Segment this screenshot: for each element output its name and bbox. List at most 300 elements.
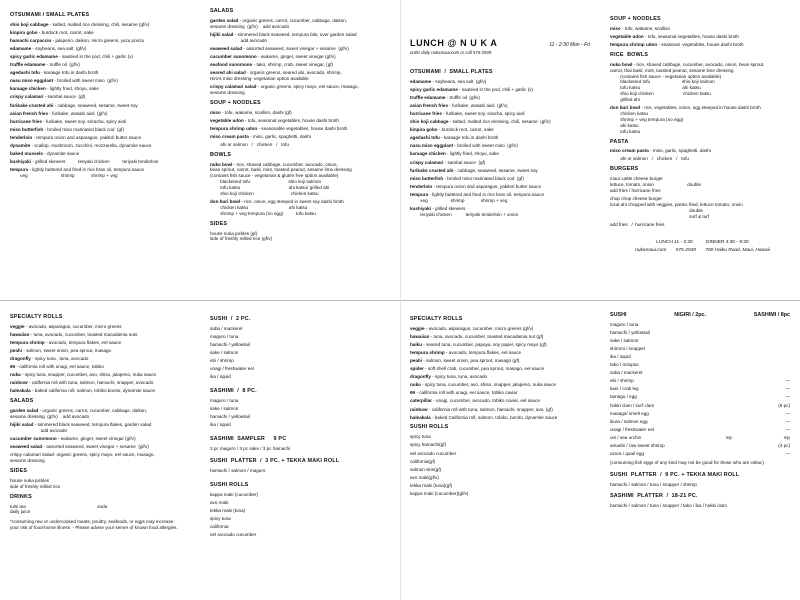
dish-name: karaage chicken xyxy=(10,86,46,92)
table-row xyxy=(610,403,790,409)
dish-name: seaweed salad xyxy=(10,444,43,450)
sashimi-price xyxy=(749,370,790,376)
dish-name: garden salad xyxy=(210,17,239,23)
dish-name: crispy calamari xyxy=(10,94,44,100)
menu-item: agedashi tofu - karaage tofu in dashi broth xyxy=(410,135,499,141)
fold-line-vertical xyxy=(400,0,401,600)
menu-item: ahi or salmon / chicken / tofu xyxy=(210,141,289,147)
dish-name: miso cream pasta xyxy=(210,133,249,139)
section-heading: SUSHI PLATTER / 3 PC. + TEKKA MAKI ROLL xyxy=(210,457,340,464)
section-heading: SUSHI ROLLS xyxy=(410,424,449,431)
sushi-name: ika / squid xyxy=(610,354,631,360)
dish-name: vegetable udon xyxy=(210,117,244,123)
menu-item: maguro / tuna xyxy=(210,333,239,339)
menu-item: ahi or salmon / chicken / tofu xyxy=(610,156,689,162)
table-row xyxy=(610,435,790,441)
menu-item: nuka - spicy tuna, snapper, cucumber, avo, shiso, jalapeno, nuka sauce xyxy=(10,372,157,378)
dish-name: agedashi tofu xyxy=(10,70,40,76)
order-line: order daily nukamaui.com or call 575-2939 xyxy=(410,49,492,55)
menu-item: cucumber sunomono - wakame, ginger, sweet vinegar (gf/v) xyxy=(210,53,336,59)
footer-hours: LUNCH 11 - 2:30 DINNER 4:30 - 9:30 xyxy=(656,239,749,245)
menu-item: spicy tuna xyxy=(210,515,231,521)
menu-item: add fries / hurricane fries xyxy=(610,221,665,227)
dish-name: seafood sunomono xyxy=(210,61,253,67)
dish-name: crispy calamari xyxy=(410,159,444,165)
menu-item: hurricane fries - furikake, sweet soy, sriracha, spicy aioli xyxy=(10,118,127,124)
table-row xyxy=(610,411,790,417)
menu-item: avo maki(gf/v) xyxy=(410,474,439,480)
menu-item: salmon skin(gf) xyxy=(410,466,442,472)
menu-list xyxy=(610,176,795,227)
menu-item: house nuka pickles side of freshly milled rice xyxy=(10,477,61,489)
menu-item: eel avocado cucumber xyxy=(210,531,257,537)
section-heading: SASHIMI / 8 PC. xyxy=(210,388,257,395)
nigiri-price xyxy=(709,443,749,449)
sushi-name: tamago / egg xyxy=(610,394,637,400)
menu-list xyxy=(10,478,195,490)
menu-item: haleakala - baked california roll, salmon, tobiko,bonito, dynamite sauce xyxy=(10,388,156,394)
menu-item: nasu miso eggplant - broiled with sweet miso (gf/v) xyxy=(10,78,118,84)
menu-item: haiku - seared tuna, cucumber, papaya, soy paper, spicy mayo (gf) xyxy=(410,342,547,348)
sushi-name: ikura / salmon egg xyxy=(610,418,648,424)
table-row xyxy=(610,378,790,384)
table-row xyxy=(610,338,790,344)
menu-item: garden salad - organic greens, carrot, cucumber, cabbage, daikon, sesame dressing (gf/v) add avocado xyxy=(10,408,148,420)
nigiri-price xyxy=(709,394,749,400)
menu-item: kinpira gobo - burdock root, carrot, sake xyxy=(410,127,494,133)
dish-name: kushiyaki xyxy=(10,158,31,164)
menu-item: karaage chicken - lightly fried, shoyu, sake xyxy=(10,86,99,92)
menu-list xyxy=(410,79,590,218)
menu-item: peahi - salmon, sweet onion, pea sprout, masago xyxy=(10,348,112,354)
menu-item: veggie - avocado, asparagus, cucumber, micro greens (gf/v) xyxy=(410,325,534,331)
dish-name: edamame xyxy=(410,78,432,84)
menu-list xyxy=(610,62,795,135)
dish-name: tenderloin xyxy=(10,134,33,140)
nigiri-price xyxy=(709,451,749,457)
menu-list xyxy=(210,492,390,538)
dish-name: rainbow xyxy=(10,380,28,386)
menu-item: hijiki salad - simmered black seaweed, tempura flakes, garden salad add avocado xyxy=(10,422,152,433)
nigiri-price xyxy=(709,427,749,433)
section-heading: SASHIMI SAMPLER 9 PC xyxy=(210,436,287,443)
nigiri-price xyxy=(709,419,749,425)
nigiri-price xyxy=(709,338,749,344)
menu-item: seafood sunomono - tako, shrimp, crab, sweet vinegar, (gf) xyxy=(210,61,334,67)
menu-item: garden salad - organic greens, carrot, cucumber, cabbage, daikon, sesame dressing (gf/v) add avocado xyxy=(210,17,348,29)
menu-item: agedashi tofu - karaage tofu in dashi broth xyxy=(10,70,99,76)
section-heading: SALADS xyxy=(10,398,34,405)
menu-item: maguro / tuna xyxy=(210,398,239,404)
menu-item: tenderloin - tempura onion and asparagus, yakitori butter sauce xyxy=(10,134,141,140)
menu-item: tempura - lightly battered and fried in rice bran oil, tempura sauce veg shrimp shrimp + veg xyxy=(10,167,145,178)
section-heading: RICE BOWLS xyxy=(610,51,649,58)
section-heading: BURGERS xyxy=(610,166,639,173)
sushi-name: uni / sea urchin xyxy=(610,434,642,440)
nigiri-price: mp xyxy=(725,434,732,440)
dish-name: spider xyxy=(410,366,424,372)
menu-item: california xyxy=(210,523,229,529)
menu-item: veggie - avocado, asparagus, cucumber, micro greens xyxy=(10,323,122,329)
menu-item: edamame - soybeans, sea salt (gf/v) xyxy=(410,78,487,84)
menu-item: crispy calamari - sambal sauce (gf) xyxy=(10,94,86,100)
dish-name: cucumber sunomono xyxy=(210,53,257,59)
dish-name: hurricane fries xyxy=(10,118,42,124)
menu-item: spicy hamachi(gf) xyxy=(410,442,446,448)
sushi-table-header xyxy=(610,312,790,319)
dish-name: nuka bowl xyxy=(610,61,633,67)
dish-name: hawaiian xyxy=(10,331,30,337)
sushi-table xyxy=(610,322,790,457)
menu-item: crispy calamari salad - organic greens, spicy mayo, eel sauce, masago, sesame dressing xyxy=(210,83,359,95)
sampler-desc: hamachi / salmon / tuna / snapper / tako / ika / hokki clam xyxy=(610,503,727,509)
menu-item: eel avocado cucumber xyxy=(410,450,457,456)
menu-item: miso butterfish - broiled miso marinated black cod (gf) xyxy=(10,126,124,132)
section-heading: PASTA xyxy=(610,138,629,145)
table-row xyxy=(610,394,790,400)
menu-item: vegetable udon - tofu, seasonal vegetables, house dashi broth xyxy=(210,117,339,123)
menu-item: tempura shrimp - avocado, tempura flakes, eel sauce xyxy=(410,350,522,356)
sushi-name: amaebi / raw sweet shrimp xyxy=(610,442,665,448)
menu-item: cucumber sunomono - wakame, ginger, sweet vinegar (gf/v) xyxy=(10,436,136,442)
platter-desc: hamachi / salmon / maguro xyxy=(210,467,266,473)
dish-name: karaage chicken xyxy=(410,151,446,157)
lunch-bowls-panel xyxy=(610,12,795,256)
lunch-hours: 11 - 2:30 Mon - Fri xyxy=(549,42,590,48)
dish-name: tenderloin xyxy=(410,183,433,189)
sashimi-price: — xyxy=(785,410,790,416)
nigiri-price xyxy=(709,403,749,409)
menu-item: tempura - lightly battered and fried in rice bran oil, tempura sauce veg shrimp shrimp + veg xyxy=(410,191,545,203)
section-heading: SALADS xyxy=(210,8,234,14)
menu-list xyxy=(10,22,190,179)
dish-name: agedashi tofu xyxy=(410,135,440,141)
menu-item: spicy garlic edamame - sautéed in the pod, chili + garlic (v) xyxy=(10,54,133,60)
menu-item: dragonfly - spicy tuna, tuna, avocado xyxy=(410,374,488,380)
dinner-small-plates-panel xyxy=(10,8,190,181)
dish-name: crispy calamari salad xyxy=(210,83,257,89)
sushi-name: tako / octopus xyxy=(610,362,639,368)
table-row xyxy=(610,443,790,449)
dish-name: haleakala xyxy=(10,388,31,394)
dish-name: dragonfly xyxy=(10,356,31,362)
section-heading: DRINKS xyxy=(10,493,32,500)
dish-name: hijiki salad xyxy=(210,31,234,37)
dish-name: peahi xyxy=(410,358,422,364)
menu-item: don buri bowl - rice, onion, egg steeped in sweet soy dashi broth chicken katsu ahi katsu shrimp + veg tempura (no egg) tofu katsu xyxy=(210,199,344,216)
menu-item: kushiyaki - grilled skewers teriyaki chicken teriyaki tenderloin + onion xyxy=(410,205,519,217)
menu-item: truffle edamame - truffle oil (gf/v) xyxy=(410,95,480,101)
nigiri-price xyxy=(709,354,749,360)
lunch-small-plates-panel xyxy=(410,38,590,220)
menu-item: kappa maki (cucumber)(gf/v) xyxy=(410,490,469,496)
nigiri-price xyxy=(709,370,749,376)
section-heading: OTSUMAMI / SMALL PLATES xyxy=(10,12,90,18)
dish-name: haiku xyxy=(410,342,422,348)
menu-item: hijiki salad - simmered black seaweed, tempura bits, over garden salad add avocado xyxy=(210,31,357,43)
dish-name: cucumber sunomono xyxy=(10,436,57,442)
lunch-rolls-panel xyxy=(410,312,595,499)
dish-name: miso cream pasta xyxy=(610,148,649,154)
menu-item: crispy calamari - sambal sauce (gf) xyxy=(410,159,486,165)
dish-name: tempura xyxy=(10,167,29,173)
col-sashimi: SASHIMI / 8pc xyxy=(753,312,790,318)
sushi-name: unagi / freshwater eel xyxy=(610,426,654,432)
section-heading: SOUP + NOODLES xyxy=(210,99,261,106)
menu-item: nuka bowl - rice, shaved cabbage, cucumber, avocado, onion, bean sprout, carrot, thai basil, mint, toasted peanut, sesame lime dressing (contains fish sauce - vegetarian option available) blackened tofu shio koji salmon tofu katsu ahi katsu shio koji chicken chicken katsu grilled ahi xyxy=(610,61,765,103)
dish-name: nasu miso eggplant xyxy=(410,143,454,149)
menu-item: asian french fries - furikake, wasabi aioli (gf/v) xyxy=(10,110,108,116)
menu-item: shio koji cabbage - salted, malted rice dressing, chili, sesame (gf/v) xyxy=(410,119,551,125)
menu-item: crispy calamari Salad- organic greens, spicy mayo, eel sauce, masago, sesame dressing xyxy=(10,452,155,464)
section-heading: OTSUMAMI / SMALL PLATES xyxy=(410,69,493,76)
menu-item: shio koji cabbage - salted, malted rice dressing, chili, sesame (gf/v) xyxy=(10,21,150,27)
menu-item: dynamite - scallop, mushroom, zucchini, mozzarella, dynamite sauce xyxy=(10,142,152,148)
dish-name: tempura shrimp xyxy=(10,340,45,346)
col-sushi: SUSHI xyxy=(610,312,627,318)
sampler-desc: 3 pc maguro / 3 pc sake / 3 pc hamachi xyxy=(210,446,291,452)
section-heading: SUSHI / 2 PC. xyxy=(210,316,251,322)
dish-name: tempura shrimp udon xyxy=(210,125,258,131)
dish-name: miso butterfish xyxy=(410,175,444,181)
dish-name: seaweed salad xyxy=(210,45,243,51)
dish-name: asian french fries xyxy=(10,110,49,116)
dish-name: hawaiian xyxy=(410,333,430,339)
sashimi-price: — xyxy=(785,426,790,432)
nigiri-price xyxy=(709,362,749,368)
dish-name: nuka bowl xyxy=(210,161,233,167)
dish-name: nuka xyxy=(410,382,421,388)
table-row xyxy=(610,419,790,425)
menu-item: ika / squid xyxy=(210,374,231,380)
table-row xyxy=(610,427,790,433)
menu-item: asian french fries - furikake, wasabi aioli (gf/v) xyxy=(410,103,508,109)
menu-item: miso butterfish - broiled miso marinated black cod (gf) xyxy=(410,175,524,181)
menu-item: spider - soft shell crab, cucumber, pea sprout, masago, eel sauce xyxy=(410,366,545,372)
sushi-name: hamachi / yellowtail xyxy=(610,329,650,335)
menu-item: sake / salmon xyxy=(210,350,239,356)
sashimi-price: — xyxy=(785,418,790,424)
lunch-brand-title: LUNCH @ N U K A xyxy=(410,38,498,48)
sashimi-price xyxy=(749,362,790,368)
dinner-sushi-panel xyxy=(210,312,390,540)
menu-list xyxy=(210,162,395,217)
table-row xyxy=(610,322,790,328)
nigiri-price xyxy=(709,378,749,384)
menu-item: hurricane fries - furikake, sweet soy, siracha, spicy aioli xyxy=(410,111,525,117)
menu-list xyxy=(10,324,195,394)
dish-name: 69 xyxy=(410,390,416,396)
dish-name: don buri bowl xyxy=(210,199,241,205)
section-heading: BOWLS xyxy=(210,151,232,158)
menu-item: hawaiian - tuna, avocado, cucumber, toasted macadamia nuts xyxy=(10,331,138,337)
menu-item: tempura shrimp - avocado, tempura flakes, eel sauce xyxy=(10,340,122,346)
sashimi-price xyxy=(749,330,790,336)
dish-name: furikake crusted ahi xyxy=(10,102,54,108)
menu-list xyxy=(210,231,395,243)
menu-item: sake / salmon xyxy=(210,406,239,412)
menu-item: miso cream pasta - miso, garlic, spaghetti, dashi xyxy=(210,133,311,139)
sashimi-price: (4 pc) xyxy=(778,442,790,448)
menu-item: furikake crusted ahi - cabbage, seaweed, sesame, sweet soy xyxy=(10,102,138,108)
menu-list xyxy=(10,408,195,464)
menu-list xyxy=(410,326,595,421)
sashimi-price xyxy=(749,354,790,360)
sushi-name: shiromi / snapper xyxy=(610,346,646,352)
menu-item: nuka bowl - rice, shaved cabbage, cucumber, avocado, onion, bean sprout, carrot, basil, mint, toasted peanut, sesame lime dressing (contains fish sauce - vegetarian & gluten free option available) blackened tofu shio koji salmon tofu katsu ahi katsu/ grilled ahi shio koji chicken chicken katsu xyxy=(210,161,352,196)
menu-item: karaage chicken - lightly fried, shoyu, sake xyxy=(410,151,499,157)
platter-desc: hamachi / salmon / tuna / snapper / shrimp xyxy=(610,481,697,487)
menu-item: spicy garlic edamame - sautéed in the pod, chili + garlic (v) xyxy=(410,86,533,92)
dish-name: edamame xyxy=(10,46,32,52)
menu-item: tulsi tea soda daily juice xyxy=(10,503,108,515)
section-heading: SUSHI ROLLS xyxy=(210,481,249,488)
menu-list xyxy=(10,504,195,516)
menu-item: rainbow - california roll with tuna, salmon, hamachi, snapper, avocado xyxy=(10,380,154,386)
sashimi-price: (6 pc) xyxy=(778,402,790,408)
dish-name: vegetable udon xyxy=(610,33,644,39)
menu-item: spicy tuna xyxy=(410,434,431,440)
menu-item: furikake crusted ahi - cabbage, seaweed, sesame, sweet soy xyxy=(410,167,538,173)
sushi-name: masago/ smelt egg xyxy=(610,410,649,416)
sushi-name: hokki clam / surf clam xyxy=(610,402,655,408)
sushi-name: kani / crab leg xyxy=(610,386,639,392)
menu-list xyxy=(210,110,395,148)
menu-item: tekka maki (tuna)(gf) xyxy=(410,482,453,488)
menu-item: nuka - spicy tuna, cucumber, avo, shiso, snapper, jalapeno, nuka sauce xyxy=(410,382,557,388)
nigiri-price xyxy=(709,330,749,336)
menu-item: hamachi / yellowtail xyxy=(210,414,250,420)
dish-name: shio koji cabbage xyxy=(410,119,449,125)
menu-item: haleakala - baked California roll, salmon, tobiko, bonito, dynamite sauce xyxy=(410,414,558,420)
sushi-name: sake / salmon xyxy=(610,338,639,344)
dish-name: nuka xyxy=(10,372,21,378)
dish-name: miso xyxy=(610,25,621,31)
dish-name: kinpira gobo xyxy=(10,29,38,35)
menu-item: california(gf) xyxy=(410,458,436,464)
section-heading: SASHIMI PLATTER / 18-21 PC. xyxy=(610,493,698,500)
sushi-name: uzura / quail egg xyxy=(610,450,644,456)
sashimi-price: — xyxy=(785,450,790,456)
dish-name: furikake crusted ahi xyxy=(410,167,454,173)
menu-item: dragonfly - spicy tuna , tuna, avocado xyxy=(10,356,89,362)
menu-item: peahi - salmon, sweet onion, pea sprout, masago (gf) xyxy=(410,358,520,364)
nigiri-price xyxy=(709,411,749,417)
dish-name: kushiyaki xyxy=(410,205,431,211)
dish-name: asian french fries xyxy=(410,103,449,109)
menu-item: hamachi / yellowtail xyxy=(210,342,250,348)
menu-item: seared ahi salad - organic greens, seared ahi, avocado, shrimp, Hiro's miso dressing- vegetarian option available xyxy=(210,69,342,81)
menu-item: tekka maki (tuna) xyxy=(210,507,246,513)
dish-name: dynamite xyxy=(10,142,31,148)
dish-name: truffle edamame xyxy=(410,95,446,101)
section-heading: SIDES xyxy=(210,220,228,227)
section-heading: SPECIALTY ROLLS xyxy=(410,316,463,322)
menu-item: vegetable udon - tofu, seasonal vegetables, house dashi broth xyxy=(610,33,739,39)
menu-item: maui cattle cheese burger lettuce, tomato, onion double add fries / hurricane fries xyxy=(610,176,701,193)
menu-list xyxy=(410,434,595,496)
dish-name: dragonfly xyxy=(410,374,431,380)
section-heading: SOUP + NOODLES xyxy=(610,16,661,22)
dish-name: miso butterfish xyxy=(10,126,44,132)
lunch-header xyxy=(410,38,590,50)
menu-item: nasu miso eggplant - broiled with sweet miso (gf/v) xyxy=(410,143,518,149)
menu-item: ebi / shrimp xyxy=(210,358,234,364)
menu-item: 69 - california roll with unagi, eel sauce, tobiko xyxy=(10,364,104,370)
sashimi-price xyxy=(749,322,790,328)
sashimi-price: mp xyxy=(783,434,790,440)
dish-name: seared ahi salad xyxy=(210,69,246,75)
menu-list xyxy=(610,148,795,162)
menu-item: kappa maki (cucumber) xyxy=(210,491,258,497)
dish-name: kinpira gobo xyxy=(410,127,438,133)
menu-list xyxy=(210,18,395,96)
menu-item: seaweed salad - assorted seaweed, sweet vinegar + sesame (gf/v) xyxy=(210,45,349,51)
celiac-note: (consuming fish eggs of any kind may not be good for those who are celiac) xyxy=(610,459,764,465)
sashimi-price: — xyxy=(785,386,790,392)
menu-item: miso - tofu, wakame, scallion, dashi (gf) xyxy=(210,109,292,115)
menu-item: saba / mackerel xyxy=(210,325,243,331)
dish-name: veggie xyxy=(10,323,25,329)
nigiri-price xyxy=(709,322,749,328)
menu-item: unagi / freshwater eel xyxy=(210,366,254,372)
nigiri-price xyxy=(709,386,749,392)
menu-item: ika / squid xyxy=(210,422,231,428)
dish-name: don buri bowl xyxy=(610,105,641,111)
menu-item: truffle edamame - truffle oil (gf/v) xyxy=(10,62,80,68)
footer-contact: nukamaui.com 575-2939 780 Haiku Road. Maui, Hawaii xyxy=(635,247,770,253)
dish-name: spicy garlic edamame xyxy=(410,86,458,92)
menu-list xyxy=(610,26,795,48)
dish-name: nasu miso eggplant xyxy=(10,78,54,84)
sushi-name: maguro / tuna xyxy=(610,321,639,327)
menu-item: kushiyaki - grilled skewers teriyaki chicken teriyaki tenderloin xyxy=(10,158,159,164)
dish-name: tempura shrimp udon xyxy=(610,42,658,48)
nigiri-price xyxy=(709,346,749,352)
menu-item: hawaiian - tuna, avocado, cucumber, toasted macadamia nut (gf) xyxy=(410,333,544,339)
table-row xyxy=(610,386,790,392)
menu-item: caterpillar - unagi, cucumber, avocado, tobiko caviar, eel sauce xyxy=(410,398,540,404)
section-heading: SIDES xyxy=(10,467,28,474)
menu-item: chop chop cheese burger local ahi chopped with veggies, panko fried, lettuce tomato, onion double surf & turf xyxy=(610,196,743,219)
menu-item: seaweed salad - assorted seaweed, sweet vinegar + sesame (gf/v) xyxy=(10,444,149,450)
menu-item: don buri bowl - rice, vegetables, onion, egg steeped in house dashi broth chicken katsu shrimp + veg tempura (no egg) ahi katsu tofu katsu xyxy=(610,105,761,134)
menu-item: house nuka pickles (gf) side of freshly milled rice (gf/v) xyxy=(210,230,273,242)
dish-name: caterpillar xyxy=(410,398,432,404)
menu-list xyxy=(210,398,390,428)
dish-name: 69 xyxy=(10,364,16,370)
menu-item: hamachi carpaccio - jalapeno, daikon, micro greens, yuzu ponzu xyxy=(10,38,145,44)
menu-item: miso - tofu, wakame, scallion xyxy=(610,25,671,31)
menu-item: tempura shrimp udon - seasonal vegetables, house dashi broth xyxy=(610,42,744,48)
table-row xyxy=(610,346,790,352)
dish-name: shio koji cabbage xyxy=(10,21,49,27)
menu-item: tempura shrimp udon - seasonable vegetables, house dashi broth xyxy=(210,125,348,131)
dish-name: baked mussels xyxy=(10,150,43,156)
sashimi-price: — xyxy=(785,394,790,400)
section-heading: SUSHI PLATTER / 9 PC. + TEKKA MAKI ROLL xyxy=(610,471,740,478)
menu-item: rainbow - california roll with tuna, salmon, hamachi, snapper, avo, (gf) xyxy=(410,406,553,412)
dish-name: peahi xyxy=(10,348,22,354)
sashimi-price xyxy=(749,338,790,344)
dish-name: garden salad xyxy=(10,408,39,414)
dinner-salads-panel xyxy=(210,4,395,245)
menu-item: edamame - soybeans, sea salt (gf/v) xyxy=(10,46,87,52)
table-row xyxy=(610,362,790,368)
table-row xyxy=(610,370,790,376)
menu-item: baked mussels - dynamite sauce xyxy=(10,150,80,156)
dish-name: tempura shrimp xyxy=(410,350,445,356)
